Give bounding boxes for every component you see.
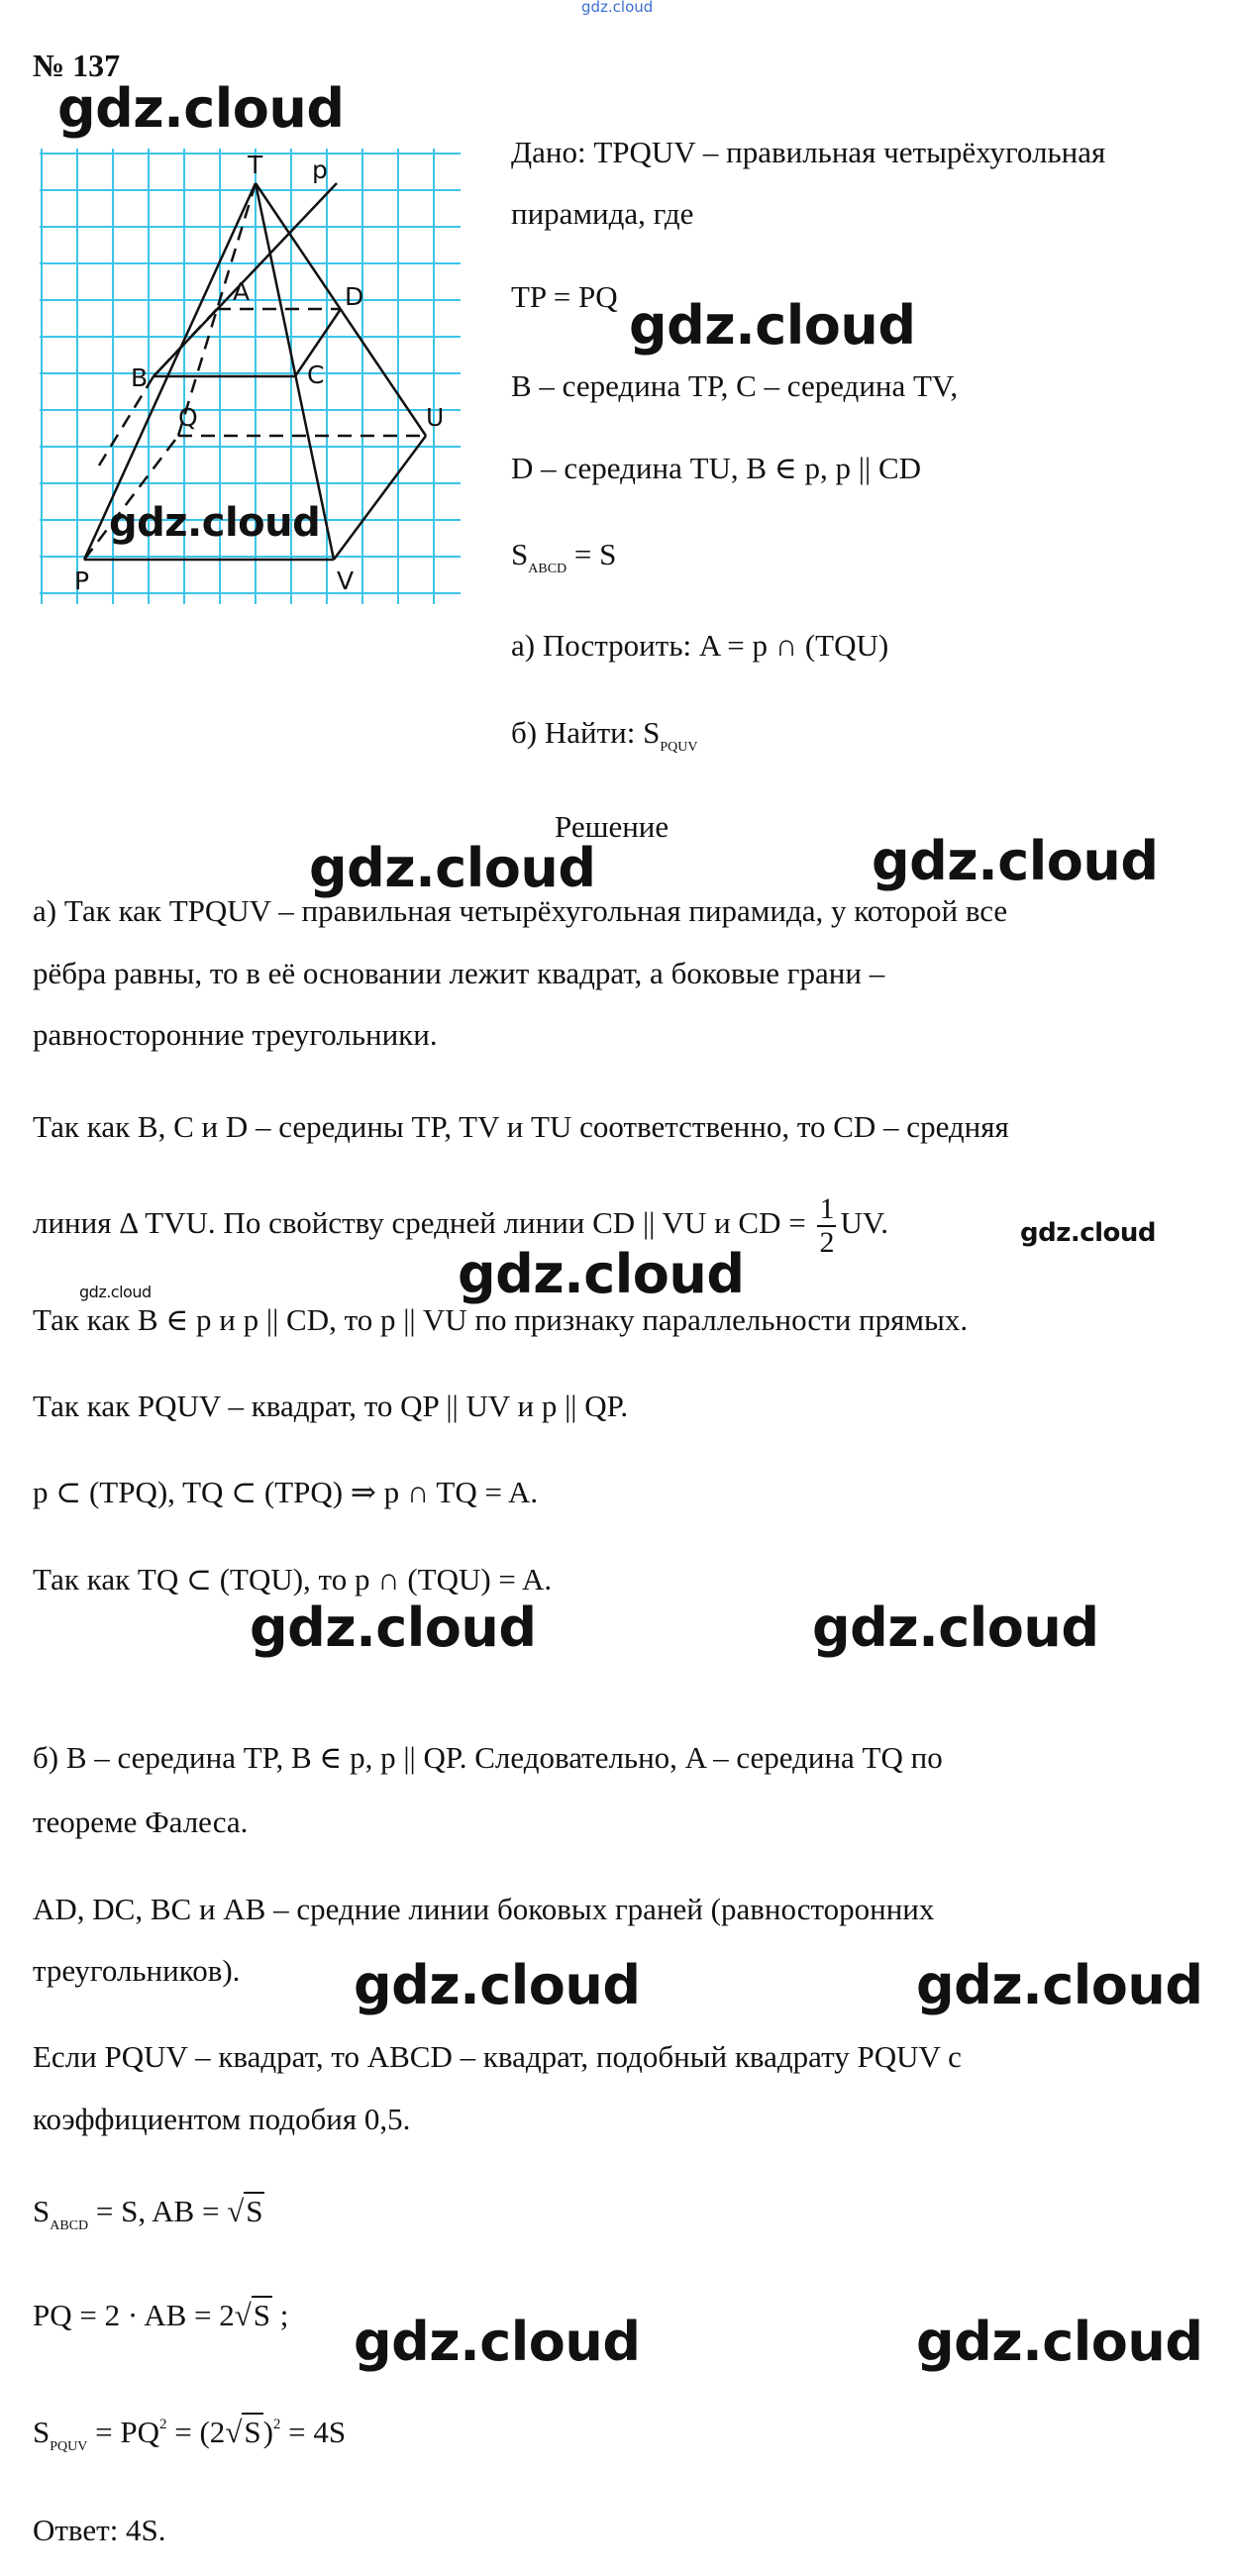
- watermark: gdz.cloud: [57, 77, 345, 140]
- watermark: gdz.cloud: [354, 2311, 641, 2373]
- given-line-3: TP = PQ: [511, 279, 618, 314]
- solution-b-line-2: теореме Фалеса.: [33, 1804, 249, 1839]
- watermark: gdz.cloud: [916, 1954, 1203, 2016]
- solution-a-line-1: а) Так как TPQUV – правильная четырёхугольная пирамида, у которой все: [33, 893, 1008, 928]
- solution-b-line-6: коэффициентом подобия 0,5.: [33, 2102, 411, 2136]
- solution-a-line-5: линия Δ TVU. По свойству средней линии CD || VU и CD = $\frac{1}{2}$ UV.: [33, 1192, 888, 1259]
- label-B: B: [131, 363, 149, 392]
- label-Q: Q: [178, 403, 198, 432]
- solution-b-line-1: б) B – середина TP, B ∈ p, p || QP. Следовательно, A – середина TQ по: [33, 1740, 943, 1775]
- label-p: p: [312, 155, 328, 184]
- watermark: gdz.cloud: [250, 1597, 537, 1659]
- given-line-6: $S_{ABCD} = S$: [511, 537, 617, 576]
- watermark: gdz.cloud: [1020, 1218, 1157, 1248]
- solution-a-line-3: равносторонние треугольники.: [33, 1017, 438, 1052]
- watermark: gdz.cloud: [109, 500, 321, 546]
- solution-title: Решение: [555, 809, 669, 844]
- watermark: gdz.cloud: [629, 294, 916, 357]
- edge-VU: [334, 436, 426, 560]
- watermark: gdz.cloud: [916, 2311, 1203, 2373]
- label-T: T: [248, 151, 263, 179]
- solution-a-line-7: Так как PQUV – квадрат, то QP || UV и p || QP.: [33, 1389, 629, 1423]
- watermark: gdz.cloud: [812, 1597, 1099, 1659]
- site-link[interactable]: gdz.cloud: [581, 0, 654, 16]
- label-V: V: [337, 567, 355, 595]
- given-line-1: Дано: TPQUV – правильная четырёхугольная: [511, 135, 1106, 169]
- formula-area-abcd: $S_{ABCD} = S$, AB = √S: [33, 2194, 263, 2233]
- solution-a-line-8: p ⊂ (TPQ), TQ ⊂ (TPQ) ⇒ p ∩ TQ = A.: [33, 1475, 539, 1509]
- problem-number: № 137: [33, 48, 121, 83]
- given-line-7: а) Построить: A = p ∩ (TQU): [511, 628, 889, 663]
- watermark: gdz.cloud: [872, 830, 1159, 892]
- answer: Ответ: 4S.: [33, 2513, 166, 2547]
- given-line-2: пирамида, где: [511, 196, 694, 231]
- fraction-one-half: $\frac{1}{2}$: [819, 1192, 835, 1259]
- given-line-5: D – середина TU, B ∈ p, p || CD: [511, 451, 922, 485]
- solution-b-line-5: Если PQUV – квадрат, то ABCD – квадрат, подобный квадрату PQUV с: [33, 2039, 962, 2074]
- solution-a-line-4: Так как B, C и D – середины TP, TV и TU соответственно, то CD – средняя: [33, 1109, 1009, 1144]
- label-A: A: [233, 277, 251, 306]
- formula-area-pquv: $S_{PQUV} = PQ^2 = (2√S)^2 = 4S$: [33, 2415, 347, 2454]
- label-U: U: [426, 403, 445, 432]
- solution-a-line-6: Так как B ∈ p и p || CD, то p || VU по признаку параллельности прямых.: [33, 1302, 969, 1337]
- watermark: gdz.cloud: [458, 1243, 745, 1305]
- solution-b-line-4: треугольников).: [33, 1953, 241, 1988]
- watermark: gdz.cloud: [309, 837, 596, 899]
- label-C: C: [307, 361, 325, 389]
- given-line-8: б) Найти: $S_{PQUV}$: [511, 715, 698, 755]
- solution-a-line-9: Так как TQ ⊂ (TQU), то p ∩ (TQU) = A.: [33, 1562, 553, 1597]
- label-D: D: [345, 282, 364, 311]
- label-P: P: [74, 567, 90, 595]
- watermark: gdz.cloud: [354, 1954, 641, 2016]
- formula-pq: PQ = 2 · AB = 2√S ;: [33, 2298, 289, 2332]
- given-line-4: B – середина TP, C – середина TV,: [511, 368, 959, 403]
- watermark: gdz.cloud: [79, 1283, 152, 1301]
- solution-a-line-2: рёбра равны, то в её основании лежит квадрат, а боковые грани –: [33, 956, 885, 990]
- solution-b-line-3: AD, DC, BC и AB – средние линии боковых граней (равносторонних: [33, 1892, 935, 1926]
